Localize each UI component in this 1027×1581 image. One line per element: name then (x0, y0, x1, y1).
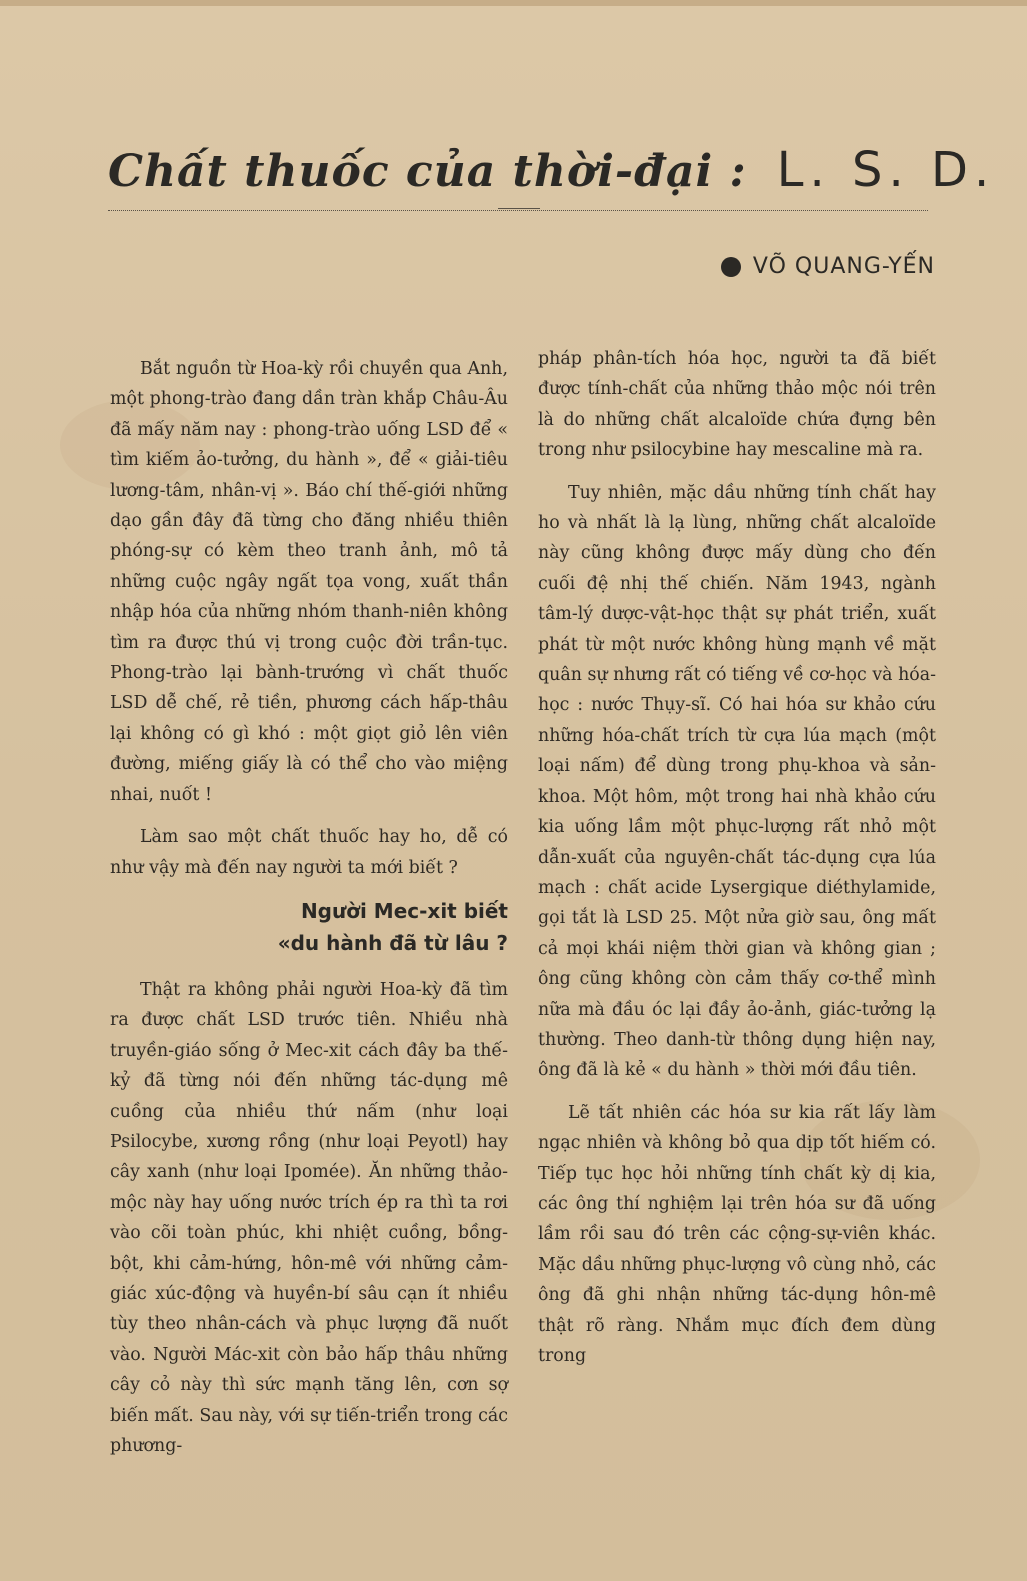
paragraph: Làm sao một chất thuốc hay ho, dễ có như vậy mà đến nay người ta mới biết ? (110, 827, 508, 878)
paragraph: Thật ra không phải người Hoa-kỳ đã tìm ra được chất LSD trước tiên. Nhiều nhà truyền-giáo sống ở Mec-xit cách đây ba thế-kỷ đã từng nói đến những tác-dụng mê cuồng của nhiều thứ nấm (như loại Psilocybe, xương rồng (như loại Peyotl) hay cây xanh (như loại Ipomée). Ăn những thảo-mộc này hay uống nước trích ép ra thì ta rơi vào cõi toàn phúc, khi nhiệt cuồng, bồng-bột, khi cảm-hứng, hôn-mê với những cảm-giác xúc-động và huyền-bí sâu cạn ít nhiều tùy theo nhân-cách và phục lượng đã nuốt vào. Người Mác-xit còn bảo hấp thâu những cây cỏ này thì sức mạnh tăng lên, cơn sợ biến mất. Sau này, với sự tiến-triển trong các phương- (110, 979, 508, 1456)
title-divider-accent (498, 208, 540, 209)
subheading-line: «du hành đã từ lâu ? (277, 930, 508, 955)
byline (721, 254, 935, 279)
article-title (108, 140, 996, 202)
subheading-line: Người Mec-xit biết (300, 898, 508, 923)
paragraph: pháp phân-tích hóa học, người ta đã biết được tính-chất của những thảo mộc nói trên là do những chất alcaloïde chứa đựng bên trong như psilocybine hay mescaline mà ra. (538, 349, 936, 461)
right-column (538, 344, 936, 1383)
bullet-icon (721, 257, 741, 277)
left-column (110, 354, 508, 1473)
article-title-vietnamese: Chất thuốc của thời-đại : (108, 146, 747, 197)
article-title-lsd: L. S. D. (776, 142, 996, 198)
page-top-edge (0, 0, 1027, 6)
title-divider (108, 210, 928, 211)
section-subheading (110, 895, 508, 959)
paragraph: Lẽ tất nhiên các hóa sư kia rất lấy làm ngạc nhiên và không bỏ qua dịp tốt hiếm có. Tiếp tục học hỏi những tính chất kỳ dị kia, các ông thí nghiệm lại trên hóa sư đã uống lầm rồi sau đó trên các cộng-sự-viên khác. Mặc dầu những phục-lượng vô cùng nhỏ, các ông đã ghi nhận những tác-dụng hôn-mê thật rõ ràng. Nhắm mục đích đem dùng trong (538, 1102, 936, 1366)
paragraph: Bắt nguồn từ Hoa-kỳ rồi chuyền qua Anh, một phong-trào đang dần tràn khắp Châu-Âu đã mấy năm nay : phong-trào uống LSD để « tìm kiếm ảo-tưởng, du hành », để « giải-tiêu lương-tâm, nhân-vị ». Báo chí thế-giới những dạo gần đây đã từng cho đăng nhiều thiên phóng-sự có kèm theo tranh ảnh, mô tả những cuộc ngây ngất tọa vong, xuất thần nhập hóa của những nhóm thanh-niên không tìm ra được thú vị trong cuộc đời trần-tục. Phong-trào lại bành-trướng vì chất thuốc LSD dễ chế, rẻ tiền, phương cách hấp-thâu lại không có gì khó : một giọt giỏ lên viên đường, miếng giấy là có thể cho vào miệng nhai, nuốt ! (110, 359, 508, 805)
author-name: VÕ QUANG-YẾN (752, 254, 935, 279)
paragraph: Tuy nhiên, mặc dầu những tính chất hay ho và nhất là lạ lùng, những chất alcaloïde này cũng không được mấy dùng cho đến cuối đệ nhị thế chiến. Năm 1943, ngành tâm-lý dược-vật-học thật sự phát triển, xuất phát từ một nước không hùng mạnh về mặt quân sự nhưng rất có tiếng về cơ-học và hóa-học : nước Thụy-sĩ. Có hai hóa sư khảo cứu những hóa-chất trích từ cựa lúa mạch (một loại nấm) để dùng trong phụ-khoa và sản-khoa. Một hôm, một trong hai nhà khảo cứu kia uống lầm một phục-lượng rất nhỏ một dẫn-xuất của nguyên-chất tác-dụng cựa lúa mạch : chất acide Lysergique diéthylamide, gọi tắt là LSD 25. Một nửa giờ sau, ông mất cả mọi khái niệm thời gian và không gian ; ông cũng không còn cảm thấy cơ-thể mình nữa mà đầu óc lại đầy ảo-ảnh, giác-tưởng lạ thường. Theo danh-từ thông dụng hiện nay, ông đã là kẻ « du hành » thời mới đầu tiên. (538, 482, 936, 1081)
